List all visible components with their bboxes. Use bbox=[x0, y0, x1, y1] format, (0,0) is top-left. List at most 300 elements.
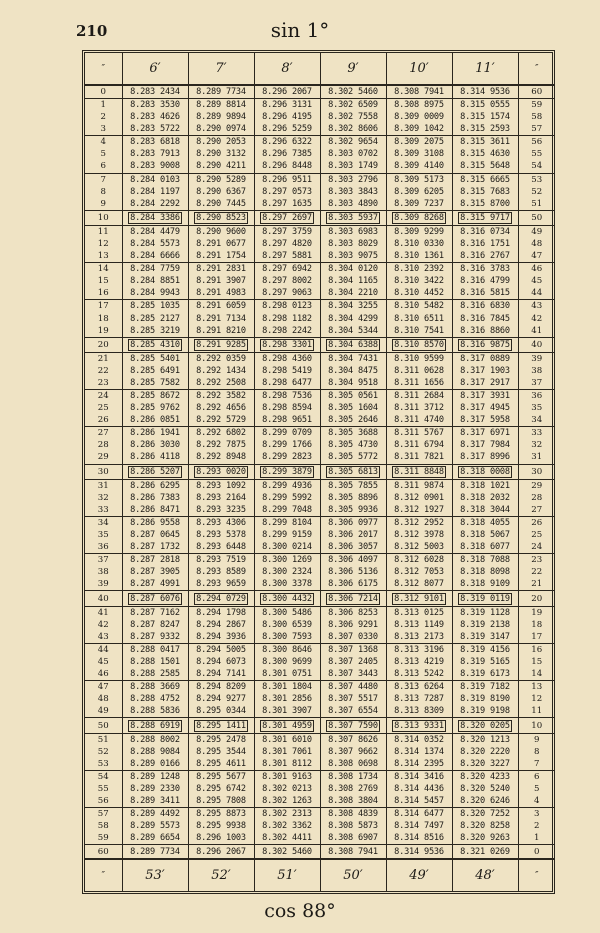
value-cell bbox=[254, 427, 320, 440]
value-text: 8.299 3879 bbox=[262, 466, 312, 477]
seconds-right: 53 bbox=[518, 173, 555, 186]
value-cell bbox=[386, 198, 452, 211]
value-cell bbox=[320, 300, 386, 313]
seconds-left: 14 bbox=[97, 264, 109, 275]
value-text: 8.301 3907 bbox=[262, 706, 312, 717]
value-text: 8.306 2017 bbox=[328, 530, 378, 541]
value-cell bbox=[452, 783, 518, 795]
value-text: 8.289 0166 bbox=[130, 759, 180, 770]
value-text: 8.304 5344 bbox=[328, 325, 378, 336]
value-cell bbox=[386, 337, 452, 353]
value-text: 8.292 3582 bbox=[196, 391, 246, 402]
seconds-left: 41 bbox=[97, 608, 109, 619]
value-cell bbox=[188, 845, 254, 859]
value-cell bbox=[320, 250, 386, 263]
bottom-header-seconds-label-right: ″ bbox=[518, 859, 555, 891]
value-text: 8.319 5165 bbox=[460, 657, 510, 668]
value-text: 8.291 9285 bbox=[196, 339, 246, 350]
value-text: 8.290 2053 bbox=[196, 137, 246, 148]
value-text: 8.317 2917 bbox=[460, 378, 510, 389]
value-text: 8.318 1021 bbox=[460, 481, 510, 492]
seconds-right: 44 bbox=[518, 287, 555, 300]
value-cell bbox=[188, 136, 254, 149]
value-text: 8.285 3219 bbox=[130, 325, 180, 336]
table-row bbox=[85, 287, 555, 300]
seconds-left: 17 bbox=[97, 301, 109, 312]
seconds-right: 48 bbox=[518, 238, 555, 250]
value-text: 8.311 4740 bbox=[394, 415, 444, 426]
value-cell bbox=[386, 845, 452, 859]
value-cell bbox=[386, 111, 452, 123]
value-text: 8.286 0851 bbox=[130, 415, 180, 426]
value-cell bbox=[254, 718, 320, 734]
seconds-right: 2 bbox=[518, 820, 555, 832]
seconds-left: 43 bbox=[85, 631, 122, 644]
value-cell bbox=[320, 313, 386, 325]
value-cell bbox=[254, 480, 320, 493]
value-cell bbox=[320, 136, 386, 149]
table-row bbox=[85, 226, 555, 239]
seconds-right: 20 bbox=[518, 591, 555, 607]
value-cell bbox=[320, 644, 386, 657]
value-cell bbox=[452, 705, 518, 718]
value-cell bbox=[188, 517, 254, 530]
value-cell bbox=[452, 693, 518, 705]
value-cell bbox=[254, 808, 320, 821]
value-text: 8.314 9536 bbox=[460, 87, 510, 98]
value-text: 8.309 0009 bbox=[394, 112, 444, 123]
value-text: 8.315 7683 bbox=[460, 186, 510, 197]
value-text: 8.295 8873 bbox=[196, 809, 246, 820]
value-cell bbox=[122, 148, 188, 160]
value-text: 8.289 7734 bbox=[130, 846, 180, 857]
value-cell bbox=[188, 275, 254, 287]
value-cell bbox=[320, 808, 386, 821]
value-text: 8.310 9599 bbox=[394, 354, 444, 365]
seconds-right: 38 bbox=[518, 365, 555, 377]
table-row bbox=[85, 325, 555, 338]
value-text: 8.291 3907 bbox=[196, 276, 246, 287]
value-cell bbox=[188, 377, 254, 390]
value-text: 8.286 5207 bbox=[130, 466, 180, 477]
value-cell bbox=[386, 123, 452, 136]
value-text: 8.285 4310 bbox=[130, 339, 180, 350]
value-text: 8.305 4730 bbox=[328, 440, 378, 451]
seconds-left: 6 bbox=[85, 160, 122, 173]
value-cell bbox=[320, 353, 386, 366]
value-text: 8.300 5486 bbox=[262, 608, 312, 619]
value-text: 8.285 5401 bbox=[130, 354, 180, 365]
value-text: 8.301 7061 bbox=[262, 747, 312, 758]
value-text: 8.283 6818 bbox=[130, 137, 180, 148]
seconds-left: 2 bbox=[100, 112, 106, 123]
value-cell bbox=[122, 591, 188, 607]
seconds-right: 60 bbox=[518, 85, 555, 99]
bottom-header-minute-2: 51′ bbox=[254, 859, 320, 891]
value-text: 8.317 0889 bbox=[460, 354, 510, 365]
value-text: 8.309 7237 bbox=[394, 198, 444, 209]
value-text: 8.305 8896 bbox=[328, 493, 378, 504]
value-cell bbox=[320, 238, 386, 250]
value-cell bbox=[452, 578, 518, 591]
top-header-seconds-label: ″ bbox=[85, 53, 122, 85]
value-cell bbox=[320, 365, 386, 377]
value-cell bbox=[254, 325, 320, 338]
value-cell bbox=[452, 427, 518, 440]
seconds-left: 30 bbox=[85, 464, 122, 480]
seconds-left: 38 bbox=[97, 567, 109, 578]
value-cell bbox=[122, 541, 188, 554]
seconds-right: 49 bbox=[518, 226, 555, 239]
value-text: 8.288 0417 bbox=[130, 645, 180, 656]
value-cell bbox=[254, 517, 320, 530]
value-text: 8.318 3044 bbox=[460, 505, 510, 516]
value-cell bbox=[386, 529, 452, 541]
value-text: 8.310 8570 bbox=[394, 339, 444, 350]
seconds-right: 7 bbox=[518, 758, 555, 771]
value-text: 8.307 3443 bbox=[328, 669, 378, 680]
value-text: 8.284 8851 bbox=[130, 276, 180, 287]
value-cell bbox=[254, 402, 320, 414]
value-cell bbox=[188, 148, 254, 160]
value-text: 8.286 7383 bbox=[130, 493, 180, 504]
value-cell bbox=[452, 287, 518, 300]
value-text: 8.287 6076 bbox=[130, 593, 180, 604]
seconds-left: 37 bbox=[97, 555, 109, 566]
value-cell bbox=[122, 451, 188, 464]
seconds-left: 7 bbox=[100, 174, 106, 185]
seconds-left: 29 bbox=[85, 451, 122, 464]
value-text: 8.286 1941 bbox=[130, 428, 180, 439]
table-row bbox=[85, 427, 555, 440]
value-cell bbox=[386, 517, 452, 530]
value-cell bbox=[386, 414, 452, 427]
value-cell bbox=[122, 631, 188, 644]
value-text: 8.317 3931 bbox=[460, 391, 510, 402]
value-cell bbox=[122, 808, 188, 821]
value-cell bbox=[386, 353, 452, 366]
seconds-right: 47 bbox=[518, 250, 555, 263]
value-text: 8.316 4799 bbox=[460, 276, 510, 287]
value-cell bbox=[254, 198, 320, 211]
value-cell bbox=[188, 390, 254, 403]
value-text: 8.313 4219 bbox=[394, 657, 444, 668]
seconds-right: 55 bbox=[518, 148, 555, 160]
seconds-right: 45 bbox=[518, 275, 555, 287]
value-text: 8.301 8112 bbox=[262, 759, 312, 770]
value-text: 8.313 0125 bbox=[394, 608, 444, 619]
seconds-right: 43 bbox=[518, 300, 555, 313]
value-text: 8.315 2593 bbox=[460, 124, 510, 135]
seconds-left: 33 bbox=[85, 504, 122, 517]
value-cell bbox=[122, 681, 188, 694]
value-cell bbox=[188, 529, 254, 541]
value-cell bbox=[386, 758, 452, 771]
value-cell bbox=[188, 619, 254, 631]
value-cell bbox=[386, 390, 452, 403]
value-text: 8.294 8209 bbox=[196, 682, 246, 693]
seconds-right: 18 bbox=[518, 619, 555, 631]
value-text: 8.319 8190 bbox=[460, 694, 510, 705]
value-cell bbox=[188, 353, 254, 366]
seconds-left: 3 bbox=[85, 123, 122, 136]
value-cell bbox=[386, 464, 452, 480]
value-text: 8.284 2292 bbox=[130, 198, 180, 209]
value-text: 8.311 0628 bbox=[394, 366, 444, 377]
value-cell bbox=[320, 668, 386, 681]
value-text: 8.319 4156 bbox=[460, 645, 510, 656]
value-text: 8.293 3235 bbox=[196, 505, 246, 516]
value-text: 8.301 2856 bbox=[262, 694, 312, 705]
seconds-left: 15 bbox=[97, 276, 109, 287]
value-text: 8.316 9875 bbox=[460, 339, 510, 350]
page-number: 210 bbox=[76, 22, 108, 40]
value-text: 8.307 8626 bbox=[328, 734, 378, 745]
value-text: 8.287 2818 bbox=[130, 555, 180, 566]
table-row bbox=[85, 591, 555, 607]
value-text: 8.306 3057 bbox=[328, 542, 378, 553]
seconds-right: 28 bbox=[518, 492, 555, 504]
value-cell bbox=[254, 820, 320, 832]
table-row bbox=[85, 718, 555, 734]
seconds-right: 3 bbox=[518, 808, 555, 821]
value-text: 8.311 9874 bbox=[394, 481, 444, 492]
value-text: 8.308 1734 bbox=[328, 772, 378, 783]
table-row bbox=[85, 210, 555, 226]
table-row bbox=[85, 337, 555, 353]
value-cell bbox=[122, 554, 188, 567]
seconds-left: 24 bbox=[97, 391, 109, 402]
value-cell bbox=[254, 578, 320, 591]
value-cell bbox=[254, 250, 320, 263]
table-row bbox=[85, 451, 555, 464]
value-text: 8.300 2324 bbox=[262, 567, 312, 578]
value-cell bbox=[452, 198, 518, 211]
value-cell bbox=[254, 186, 320, 198]
value-text: 8.284 1197 bbox=[130, 186, 180, 197]
value-text: 8.307 2405 bbox=[328, 657, 378, 668]
value-text: 8.310 1361 bbox=[394, 251, 444, 262]
value-cell bbox=[188, 693, 254, 705]
value-cell bbox=[452, 668, 518, 681]
value-text: 8.289 9894 bbox=[196, 112, 246, 123]
value-cell bbox=[452, 186, 518, 198]
value-text: 8.298 3301 bbox=[262, 339, 312, 350]
value-cell bbox=[386, 263, 452, 276]
value-cell bbox=[188, 795, 254, 808]
seconds-left: 28 bbox=[97, 440, 109, 451]
value-cell bbox=[188, 681, 254, 694]
value-cell bbox=[386, 275, 452, 287]
value-text: 8.293 7519 bbox=[196, 555, 246, 566]
seconds-left: 31 bbox=[97, 481, 109, 492]
value-cell bbox=[254, 746, 320, 758]
value-text: 8.310 6511 bbox=[394, 313, 444, 324]
value-cell bbox=[122, 529, 188, 541]
value-text: 8.308 4839 bbox=[328, 809, 378, 820]
value-cell bbox=[188, 337, 254, 353]
value-cell bbox=[320, 529, 386, 541]
value-cell bbox=[320, 275, 386, 287]
value-text: 8.290 4211 bbox=[196, 161, 246, 172]
value-text: 8.284 6666 bbox=[130, 251, 180, 262]
value-cell bbox=[386, 250, 452, 263]
value-cell bbox=[452, 250, 518, 263]
value-cell bbox=[254, 439, 320, 451]
value-cell bbox=[452, 832, 518, 845]
value-text: 8.313 8309 bbox=[394, 706, 444, 717]
table-row bbox=[85, 668, 555, 681]
value-cell bbox=[254, 353, 320, 366]
value-text: 8.300 0214 bbox=[262, 542, 312, 553]
top-header-minute-4: 10′ bbox=[386, 53, 452, 85]
value-cell bbox=[254, 238, 320, 250]
value-text: 8.311 6794 bbox=[394, 440, 444, 451]
value-cell bbox=[386, 173, 452, 186]
value-text: 8.306 7214 bbox=[328, 593, 378, 604]
value-text: 8.314 7497 bbox=[394, 821, 444, 832]
value-cell bbox=[254, 300, 320, 313]
table-row bbox=[85, 529, 555, 541]
value-text: 8.296 9511 bbox=[262, 174, 312, 185]
table-row bbox=[85, 607, 555, 620]
value-cell bbox=[122, 160, 188, 173]
value-text: 8.283 7913 bbox=[130, 149, 180, 160]
value-cell bbox=[122, 210, 188, 226]
value-cell bbox=[122, 771, 188, 784]
value-text: 8.286 4118 bbox=[130, 452, 180, 463]
seconds-right: 58 bbox=[518, 111, 555, 123]
value-text: 8.288 1501 bbox=[130, 657, 180, 668]
value-cell bbox=[122, 619, 188, 631]
value-cell bbox=[452, 337, 518, 353]
value-cell bbox=[254, 85, 320, 99]
value-text: 8.290 0974 bbox=[196, 124, 246, 135]
value-cell bbox=[452, 365, 518, 377]
value-cell bbox=[386, 591, 452, 607]
value-text: 8.292 4656 bbox=[196, 403, 246, 414]
value-cell bbox=[320, 226, 386, 239]
value-text: 8.307 5517 bbox=[328, 694, 378, 705]
value-text: 8.320 3227 bbox=[460, 759, 510, 770]
page-title: sin 1° bbox=[270, 18, 330, 42]
value-cell bbox=[122, 198, 188, 211]
seconds-right: 4 bbox=[518, 795, 555, 808]
table-row bbox=[85, 300, 555, 313]
value-cell bbox=[188, 820, 254, 832]
value-text: 8.312 9101 bbox=[394, 593, 444, 604]
value-text: 8.315 9717 bbox=[460, 212, 510, 223]
value-text: 8.303 4890 bbox=[328, 198, 378, 209]
seconds-left: 55 bbox=[97, 784, 109, 795]
value-text: 8.283 4626 bbox=[130, 112, 180, 123]
value-cell bbox=[452, 238, 518, 250]
value-text: 8.303 6983 bbox=[328, 227, 378, 238]
seconds-left: 10 bbox=[85, 210, 122, 226]
value-cell bbox=[188, 111, 254, 123]
value-text: 8.306 5136 bbox=[328, 567, 378, 578]
value-cell bbox=[320, 783, 386, 795]
value-text: 8.317 8996 bbox=[460, 452, 510, 463]
value-text: 8.284 4479 bbox=[130, 227, 180, 238]
table-row bbox=[85, 492, 555, 504]
value-text: 8.302 1263 bbox=[262, 796, 312, 807]
value-text: 8.286 8471 bbox=[130, 505, 180, 516]
value-text: 8.300 1269 bbox=[262, 555, 312, 566]
value-cell bbox=[320, 337, 386, 353]
value-cell bbox=[188, 832, 254, 845]
value-cell bbox=[122, 566, 188, 578]
value-cell bbox=[254, 173, 320, 186]
value-text: 8.286 6295 bbox=[130, 481, 180, 492]
value-text: 8.303 1749 bbox=[328, 161, 378, 172]
value-text: 8.296 8448 bbox=[262, 161, 312, 172]
value-cell bbox=[188, 758, 254, 771]
seconds-right: 54 bbox=[518, 160, 555, 173]
value-text: 8.319 7182 bbox=[460, 682, 510, 693]
table-row bbox=[85, 439, 555, 451]
value-text: 8.300 7593 bbox=[262, 632, 312, 643]
table-row bbox=[85, 402, 555, 414]
value-cell bbox=[188, 705, 254, 718]
seconds-right: 40 bbox=[518, 337, 555, 353]
value-text: 8.318 4055 bbox=[460, 518, 510, 529]
value-text: 8.310 0330 bbox=[394, 239, 444, 250]
value-text: 8.289 2330 bbox=[130, 784, 180, 795]
value-text: 8.287 0645 bbox=[130, 530, 180, 541]
value-cell bbox=[122, 492, 188, 504]
value-cell bbox=[452, 566, 518, 578]
value-cell bbox=[452, 795, 518, 808]
value-cell bbox=[122, 111, 188, 123]
seconds-left: 34 bbox=[97, 518, 109, 529]
value-text: 8.303 2796 bbox=[328, 174, 378, 185]
value-text: 8.311 7821 bbox=[394, 452, 444, 463]
value-cell bbox=[122, 99, 188, 112]
value-cell bbox=[386, 733, 452, 746]
value-cell bbox=[320, 198, 386, 211]
value-text: 8.291 6059 bbox=[196, 301, 246, 312]
seconds-left: 18 bbox=[97, 313, 109, 324]
value-text: 8.304 9518 bbox=[328, 378, 378, 389]
value-cell bbox=[122, 414, 188, 427]
value-text: 8.314 1374 bbox=[394, 747, 444, 758]
value-cell bbox=[188, 808, 254, 821]
value-cell bbox=[320, 591, 386, 607]
value-text: 8.307 4480 bbox=[328, 682, 378, 693]
value-cell bbox=[320, 681, 386, 694]
value-text: 8.291 8210 bbox=[196, 325, 246, 336]
value-text: 8.309 8268 bbox=[394, 212, 444, 223]
value-cell bbox=[122, 832, 188, 845]
value-cell bbox=[122, 504, 188, 517]
value-cell bbox=[452, 529, 518, 541]
value-text: 8.294 3936 bbox=[196, 632, 246, 643]
value-cell bbox=[254, 263, 320, 276]
value-text: 8.296 1003 bbox=[196, 833, 246, 844]
value-cell bbox=[188, 566, 254, 578]
table-row bbox=[85, 631, 555, 644]
value-cell bbox=[386, 186, 452, 198]
value-text: 8.318 7088 bbox=[460, 555, 510, 566]
value-text: 8.317 5958 bbox=[460, 415, 510, 426]
value-text: 8.298 7536 bbox=[262, 391, 312, 402]
value-cell bbox=[254, 226, 320, 239]
value-cell bbox=[452, 111, 518, 123]
value-cell bbox=[320, 845, 386, 859]
value-cell bbox=[386, 607, 452, 620]
value-text: 8.320 9263 bbox=[460, 833, 510, 844]
